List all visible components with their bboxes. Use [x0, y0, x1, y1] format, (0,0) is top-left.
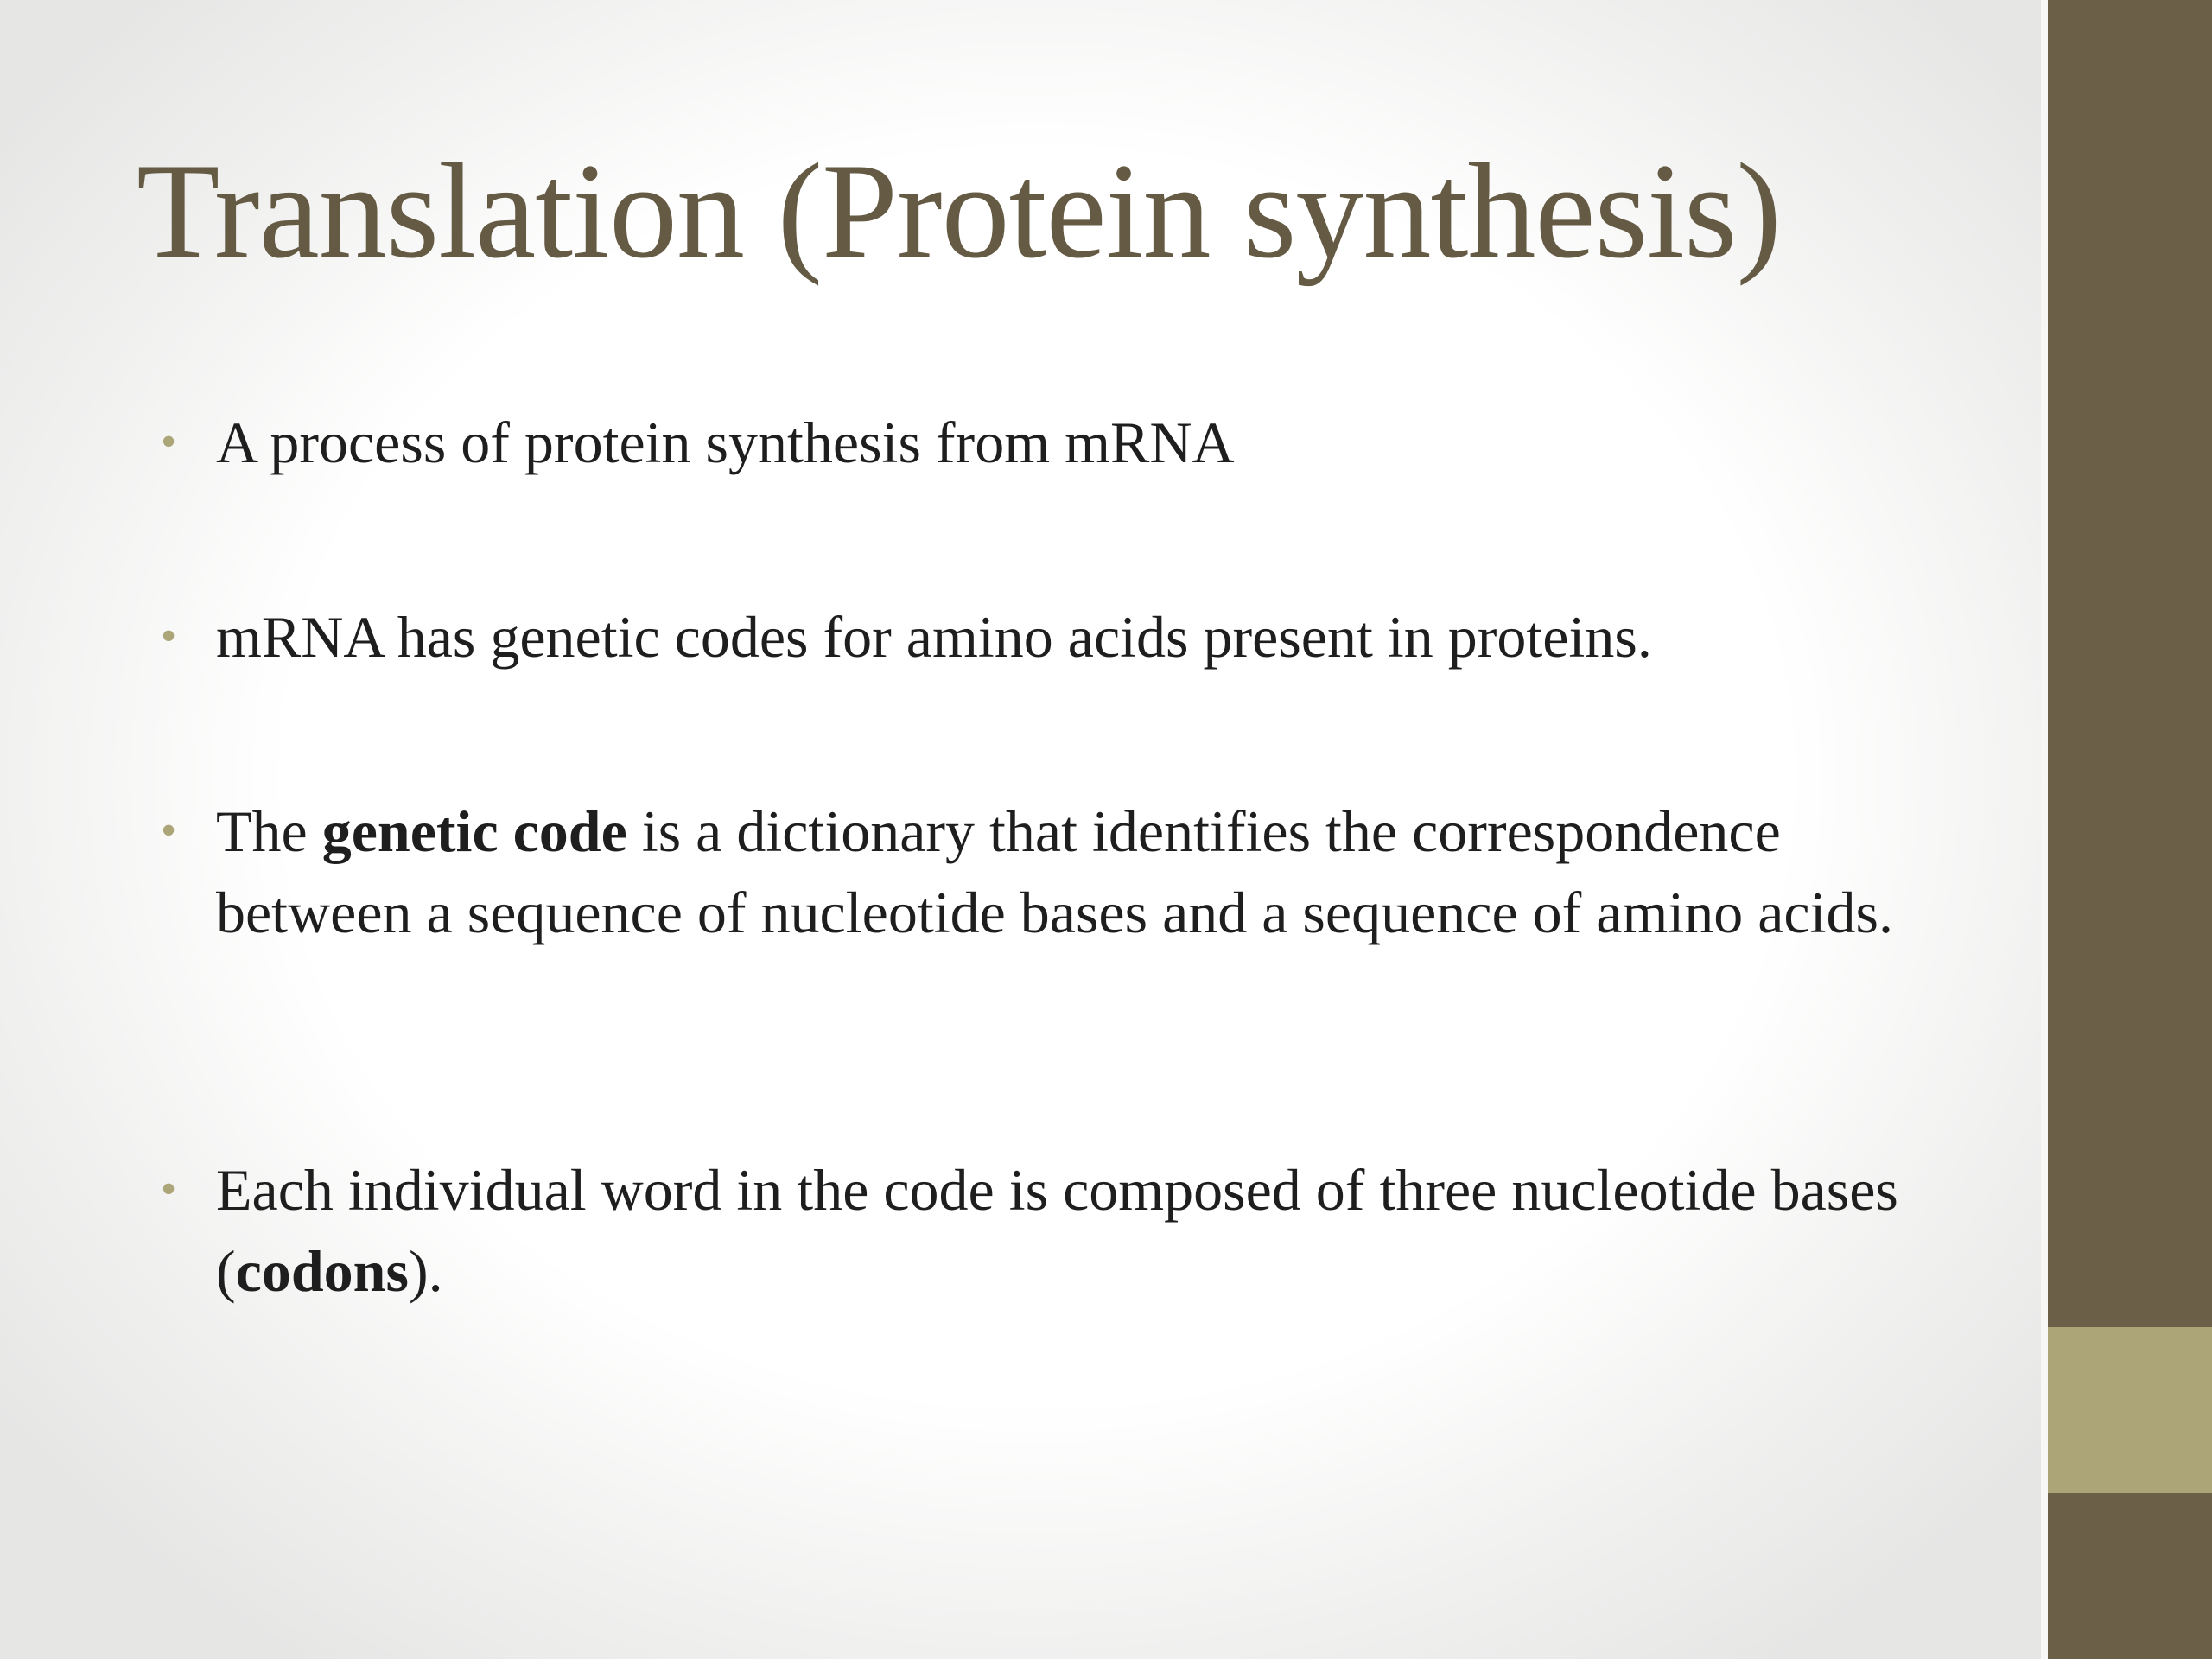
bullet-text-bold-term: codons	[235, 1238, 409, 1304]
bullet-text-content: mRNA has genetic codes for amino acids present in proteins.	[216, 604, 1652, 670]
bullet-text	[216, 1149, 1944, 1312]
bullet-text	[216, 596, 1944, 677]
bullet-dot-icon: •	[161, 417, 177, 467]
slide-title: Translation (Protein synthesis)	[137, 136, 1782, 287]
bullet-text-post: ).	[408, 1238, 443, 1304]
bullet-text	[216, 402, 1944, 483]
bullet-text-post: is a dictionary that identifies the correspondence between a sequence of nucleotide bases and a sequence of amino acids.	[216, 798, 1893, 945]
bullet-dot-icon: •	[161, 1165, 177, 1214]
bullet-text	[216, 791, 1944, 953]
bullet-dot-icon: •	[161, 806, 177, 855]
bullet-text-pre: Each individual word in the code is composed of three nucleotide bases (	[216, 1157, 1898, 1304]
bullet-dot-icon: •	[161, 612, 177, 661]
bullet-text-pre: The	[216, 798, 322, 864]
bullet-text-bold-term: genetic code	[321, 798, 627, 864]
bullet-text-content: A process of protein synthesis from mRNA	[216, 410, 1235, 475]
